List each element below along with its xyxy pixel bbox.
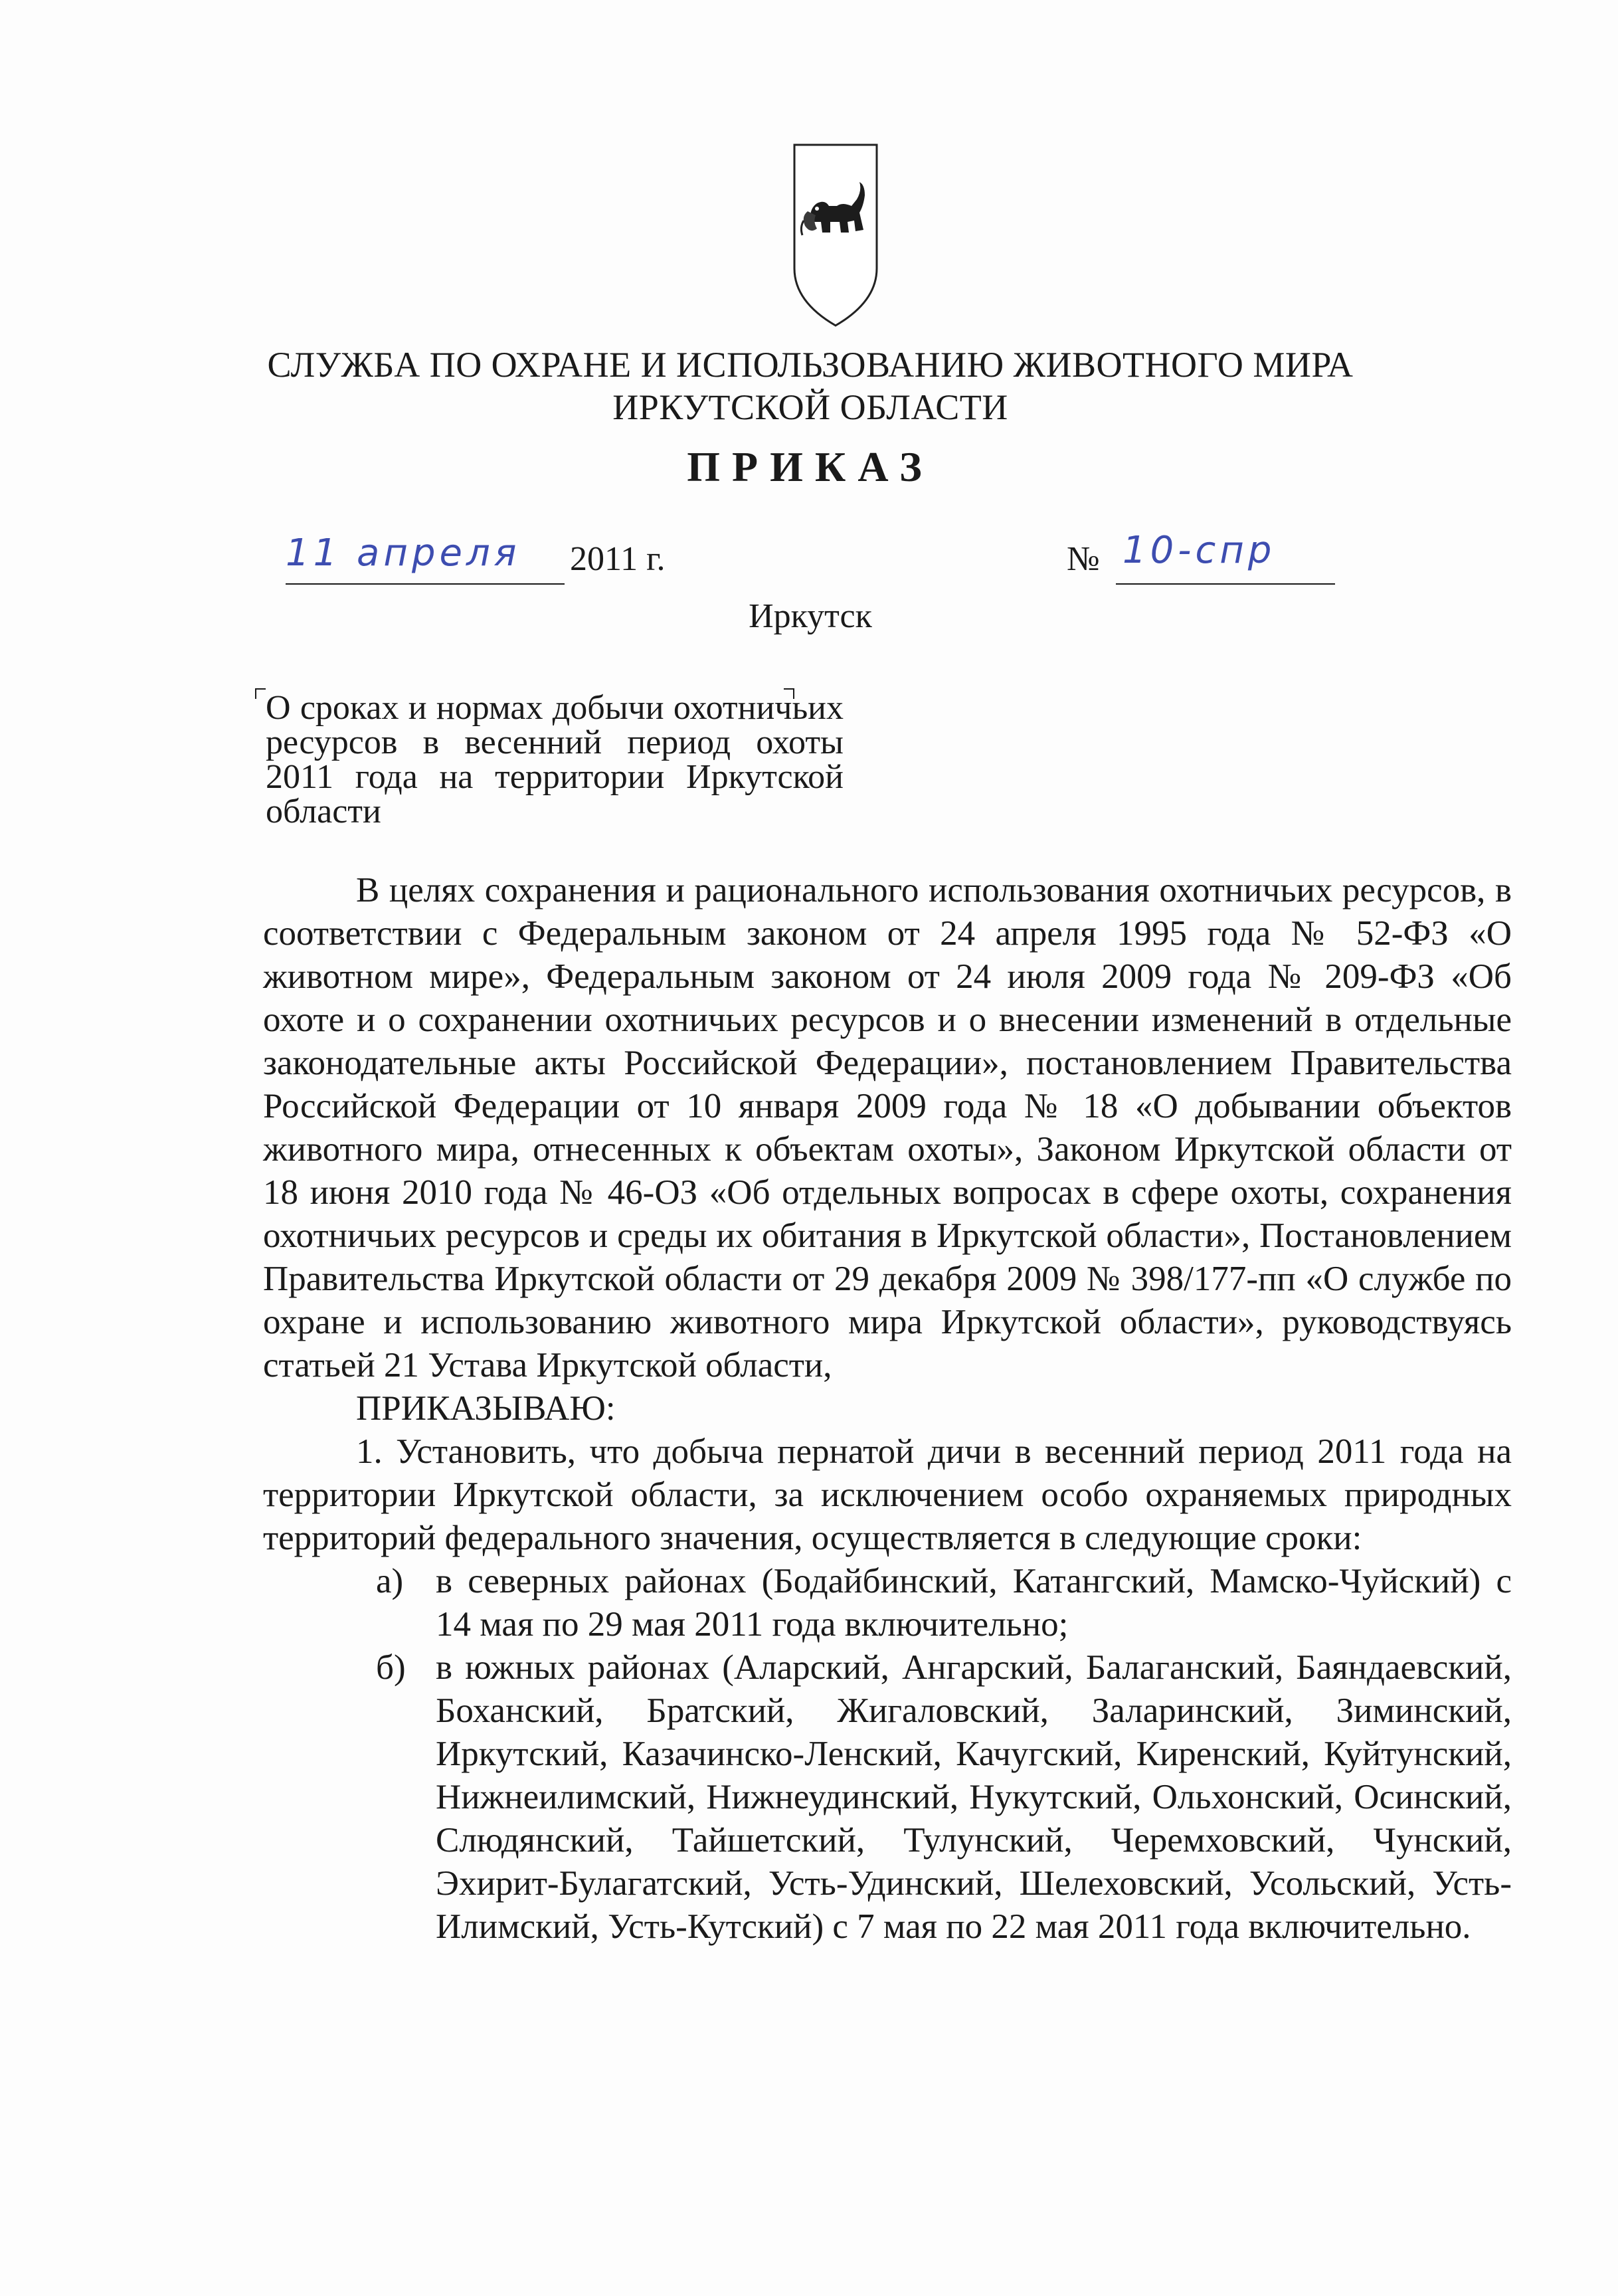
- subitem-list: [263, 1560, 1512, 1949]
- subitem-a-text: в северных районах (Бодайбинский, Катангский, Мамско-Чуйский) с 14 мая по 29 мая 2011 года включительно;: [436, 1562, 1512, 1644]
- order-title: ПРИКАЗ: [687, 443, 934, 490]
- number-underline: [1116, 583, 1335, 585]
- organization-title-line2: ИРКУТСКОЙ ОБЛАСТИ: [612, 387, 1008, 427]
- date-underline: [286, 583, 565, 585]
- organization-title-line1: СЛУЖБА ПО ОХРАНЕ И ИСПОЛЬЗОВАНИЮ ЖИВОТНОГО МИРА: [267, 345, 1354, 385]
- subitem-b-text: в южных районах (Аларский, Ангарский, Балаганский, Баяндаевский, Боханский, Братский, Жигаловский, Заларинский, Зиминский, Иркутский, Казачинско-Ленский, Качугский, Киренский, Куйтунский, Нижнеилимский, Нижнеудинский, Нукутский, Ольхонский, Осинский, Слюдянский, Тайшетский, Тулунский, Черемховский, Чунский, Эхирит-Булагатский, Усть-Удинский, Шелеховский, Усольский, Усть-Илимский, Усть-Кутский) с 7 мая по 22 мая 2011 года включительно.: [436, 1648, 1512, 1946]
- subject-bracket-left: [255, 688, 266, 699]
- order-number-label: №: [1067, 540, 1100, 578]
- order-date-handwritten: 11 апреля: [286, 531, 521, 575]
- list-item: [263, 1560, 1512, 1646]
- order-number-handwritten: 10-спр: [1123, 529, 1276, 572]
- prikazyvayu-heading: ПРИКАЗЫВАЮ:: [356, 1389, 616, 1428]
- list-item: [263, 1646, 1512, 1949]
- preamble-paragraph: В целях сохранения и рационального использования охотничьих ресурсов, в соответствии с Федеральным законом от 24 апреля 1995 года № 52-ФЗ «О животном мире», Федеральным законом от 24 июля 2009 года № 209-ФЗ «Об охоте и о сохранении охотничьих ресурсов и о внесении изменений в отдельные законодательные акты Российской Федерации», постановлением Правительства Российской Федерации от 10 января 2009 года № 18 «О добывании объектов животного мира, отнесенных к объектам охоты», Законом Иркутской области от 18 июня 2010 года № 46-ОЗ «Об отдельных вопросах в сфере охоты, сохранения охотничьих ресурсов и среды их обитания в Иркутской области», Постановлением Правительства Иркутской области от 29 декабря 2009 № 398/177-пп «О службе по охране и использованию животного мира Иркутской области», руководствуясь статьей 21 Устава Иркутской области,: [263, 871, 1512, 1385]
- subitem-b-marker: б): [376, 1648, 406, 1687]
- order-city: Иркутск: [749, 597, 872, 635]
- order-body: [263, 869, 1512, 1949]
- subitem-a-marker: а): [376, 1562, 404, 1600]
- irkutsk-coat-of-arms-icon: [790, 142, 881, 328]
- order-year: 2011 г.: [570, 540, 666, 578]
- order-subject: О сроках и нормах добычи охотничьих ресурсов в весенний период охоты 2011 года на территории Иркутской области: [266, 689, 844, 830]
- item-1-paragraph: 1. Установить, что добыча пернатой дичи в весенний период 2011 года на территории Иркутской области, за исключением особо охраняемых природных территорий федерального значения, осуществляется в следующие сроки:: [263, 1432, 1512, 1557]
